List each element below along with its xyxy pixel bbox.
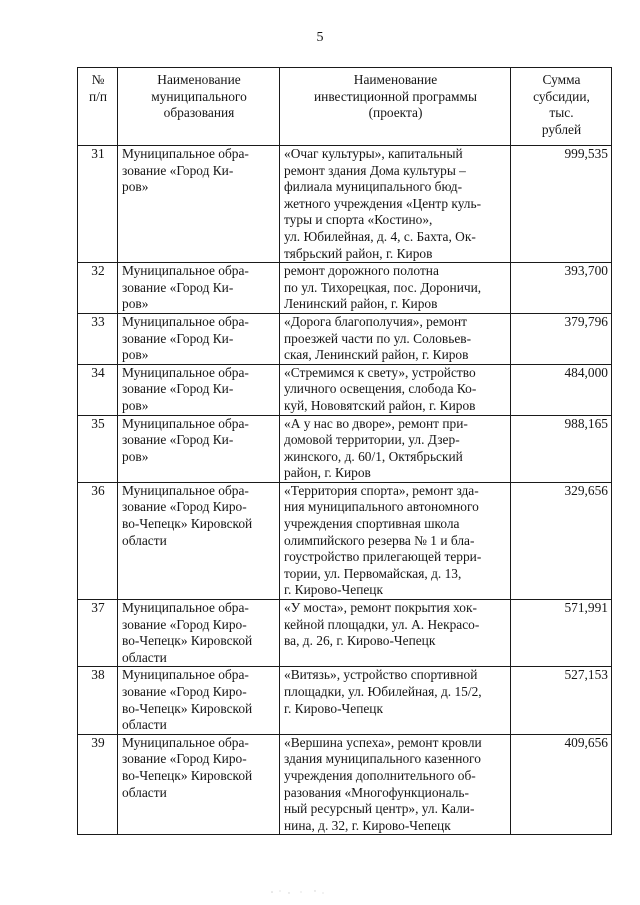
row-number: 39 [78, 734, 118, 835]
row-number: 31 [78, 146, 118, 263]
row-amount: 999,535 [511, 146, 612, 263]
header-municipality: Наименование муниципального образования [118, 68, 280, 146]
row-municipality: Муниципальное обра- зование «Город Ки- ров» [118, 364, 280, 415]
table-row [78, 146, 612, 263]
table-row [78, 313, 612, 364]
header-program: Наименование инвестиционной программы (проекта) [280, 68, 511, 146]
row-amount: 484,000 [511, 364, 612, 415]
row-amount: 409,656 [511, 734, 612, 835]
row-number: 34 [78, 364, 118, 415]
table-row [78, 415, 612, 482]
table-row [78, 600, 612, 667]
scan-speckle [268, 888, 328, 896]
row-program: «У моста», ремонт покрытия хок- кейной площадки, ул. А. Некрасо- ва, д. 26, г. Кирово-Чепецк [280, 600, 511, 667]
row-municipality: Муниципальное обра- зование «Город Киро- во-Чепецк» Кировской области [118, 600, 280, 667]
row-program: «А у нас во дворе», ремонт при- домовой территории, ул. Дзер- жинского, д. 60/1, Октябрьский район, г. Киров [280, 415, 511, 482]
table-row [78, 364, 612, 415]
row-program: «Витязь», устройство спортивной площадки, ул. Юбилейная, д. 15/2, г. Кирово-Чепецк [280, 667, 511, 734]
row-municipality: Муниципальное обра- зование «Город Киро- во-Чепецк» Кировской области [118, 734, 280, 835]
row-number: 33 [78, 313, 118, 364]
row-program: «Дорога благополучия», ремонт проезжей части по ул. Соловьев- ская, Ленинский район, г. Киров [280, 313, 511, 364]
row-number: 32 [78, 263, 118, 314]
table-row [78, 734, 612, 835]
row-amount: 988,165 [511, 415, 612, 482]
row-program: ремонт дорожного полотна по ул. Тихорецкая, пос. Дороничи, Ленинский район, г. Киров [280, 263, 511, 314]
row-number: 36 [78, 482, 118, 599]
row-program: «Очаг культуры», капитальный ремонт здания Дома культуры – филиала муниципального бюд- жетного учреждения «Центр куль- туры и спорта «Костино», ул. Юбилейная, д. 4, с. Бахта, Ок- тябрьский район, г. Киров [280, 146, 511, 263]
row-municipality: Муниципальное обра- зование «Город Киро- во-Чепецк» Кировской области [118, 667, 280, 734]
row-program: «Вершина успеха», ремонт кровли здания муниципального казенного учреждения дополнительного об- разования «Многофункциональ- ный ресурсный центр», ул. Кали- нина, д. 32, г. Кирово-Чепецк [280, 734, 511, 835]
row-number: 35 [78, 415, 118, 482]
row-municipality: Муниципальное обра- зование «Город Ки- ров» [118, 263, 280, 314]
row-amount: 393,700 [511, 263, 612, 314]
table-header-row [78, 68, 612, 146]
row-program: «Территория спорта», ремонт зда- ния муниципального автономного учреждения спортивная школа олимпийского резерва № 1 и бла- гоустройство прилегающей терри- тории, ул. Первомайская, д. 13, г. Кирово-Чепецк [280, 482, 511, 599]
header-number: № п/п [78, 68, 118, 146]
row-amount: 329,656 [511, 482, 612, 599]
row-municipality: Муниципальное обра- зование «Город Ки- ров» [118, 415, 280, 482]
row-amount: 379,796 [511, 313, 612, 364]
row-number: 37 [78, 600, 118, 667]
table-row [78, 263, 612, 314]
row-program: «Стремимся к свету», устройство уличного освещения, слобода Ко- куй, Нововятский район, г. Киров [280, 364, 511, 415]
table-row [78, 667, 612, 734]
row-municipality: Муниципальное обра- зование «Город Киро- во-Чепецк» Кировской области [118, 482, 280, 599]
row-number: 38 [78, 667, 118, 734]
row-municipality: Муниципальное обра- зование «Город Ки- ров» [118, 146, 280, 263]
row-amount: 527,153 [511, 667, 612, 734]
header-amount: Сумма субсидии, тыс. рублей [511, 68, 612, 146]
row-amount: 571,991 [511, 600, 612, 667]
row-municipality: Муниципальное обра- зование «Город Ки- ров» [118, 313, 280, 364]
subsidy-table [77, 67, 612, 835]
page-number: 5 [316, 30, 324, 45]
table-row [78, 482, 612, 599]
